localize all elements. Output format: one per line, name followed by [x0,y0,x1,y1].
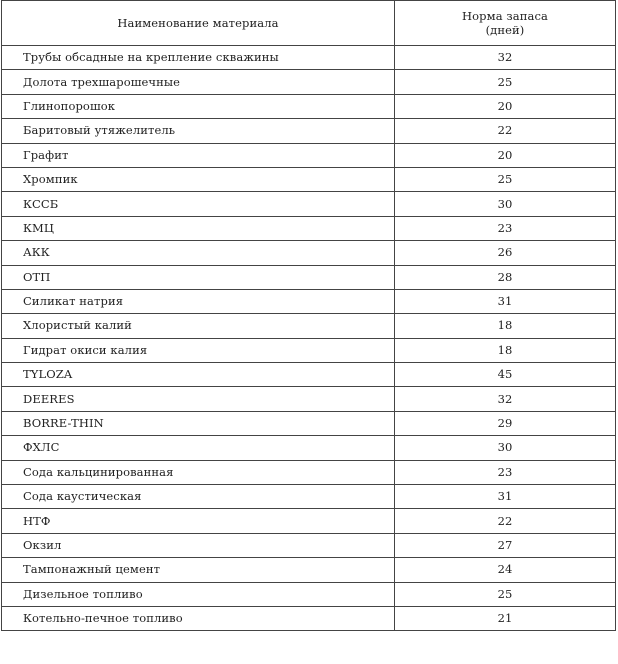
material-name-cell: Глинопорошок [2,94,395,118]
column-header-stock-days-line2: (дней) [485,23,525,37]
table-row [2,192,616,216]
column-header-material: Наименование материала [2,1,395,46]
table-header [2,1,616,46]
material-name-cell: Дизельное топливо [2,582,395,606]
stock-days-cell: 31 [395,289,616,313]
table-row [2,216,616,240]
table-row [2,70,616,94]
stock-days-cell: 22 [395,119,616,143]
material-name-cell: КМЦ [2,216,395,240]
material-name-cell: Баритовый утяжелитель [2,119,395,143]
stock-days-cell: 30 [395,436,616,460]
stock-days-cell: 25 [395,167,616,191]
table-row [2,558,616,582]
stock-days-cell: 32 [395,387,616,411]
material-name-cell: Долота трехшарошечные [2,70,395,94]
table-row [2,241,616,265]
table-row [2,143,616,167]
table-row [2,606,616,630]
stock-days-cell: 30 [395,192,616,216]
material-name-cell: Котельно-печное топливо [2,606,395,630]
stock-days-cell: 18 [395,338,616,362]
table-row [2,167,616,191]
stock-days-cell: 24 [395,558,616,582]
stock-days-cell: 27 [395,533,616,557]
material-name-cell: Тампонажный цемент [2,558,395,582]
material-name-cell: Трубы обсадные на крепление скважины [2,46,395,70]
table-row [2,265,616,289]
material-name-cell: Хромпик [2,167,395,191]
table-row [2,94,616,118]
material-name-cell: Хлористый калий [2,314,395,338]
table-row [2,582,616,606]
stock-days-cell: 22 [395,509,616,533]
material-name-cell: АКК [2,241,395,265]
stock-days-cell: 31 [395,485,616,509]
stock-days-cell: 18 [395,314,616,338]
table-row [2,411,616,435]
stock-norms-table [1,0,616,631]
table-row [2,119,616,143]
material-name-cell: ФХЛС [2,436,395,460]
stock-days-cell: 21 [395,606,616,630]
column-header-stock-days [395,1,616,46]
header-row [2,1,616,46]
stock-days-cell: 20 [395,143,616,167]
material-name-cell: НТФ [2,509,395,533]
stock-days-cell: 23 [395,460,616,484]
stock-days-cell: 26 [395,241,616,265]
stock-days-cell: 23 [395,216,616,240]
table-row [2,338,616,362]
table-body [2,46,616,631]
material-name-cell: Сода каустическая [2,485,395,509]
material-name-cell: Графит [2,143,395,167]
stock-days-cell: 25 [395,582,616,606]
table-row [2,460,616,484]
material-name-cell: ОТП [2,265,395,289]
table-row [2,314,616,338]
material-name-cell: Окзил [2,533,395,557]
material-name-cell: Сода кальцинированная [2,460,395,484]
table-row [2,46,616,70]
stock-days-cell: 20 [395,94,616,118]
table-row [2,289,616,313]
material-name-cell: Силикат натрия [2,289,395,313]
stock-days-cell: 32 [395,46,616,70]
stock-days-cell: 45 [395,363,616,387]
material-name-cell: Гидрат окиси калия [2,338,395,362]
stock-days-cell: 29 [395,411,616,435]
material-name-cell: DEERES [2,387,395,411]
table-row [2,363,616,387]
stock-days-cell: 28 [395,265,616,289]
table-row [2,387,616,411]
material-name-cell: BORRE-THIN [2,411,395,435]
material-name-cell: КССБ [2,192,395,216]
material-name-cell: TYLOZA [2,363,395,387]
table-row [2,436,616,460]
table-row [2,533,616,557]
column-header-stock-days-line1: Норма запаса [462,9,548,23]
table-row [2,509,616,533]
stock-days-cell: 25 [395,70,616,94]
table-row [2,485,616,509]
